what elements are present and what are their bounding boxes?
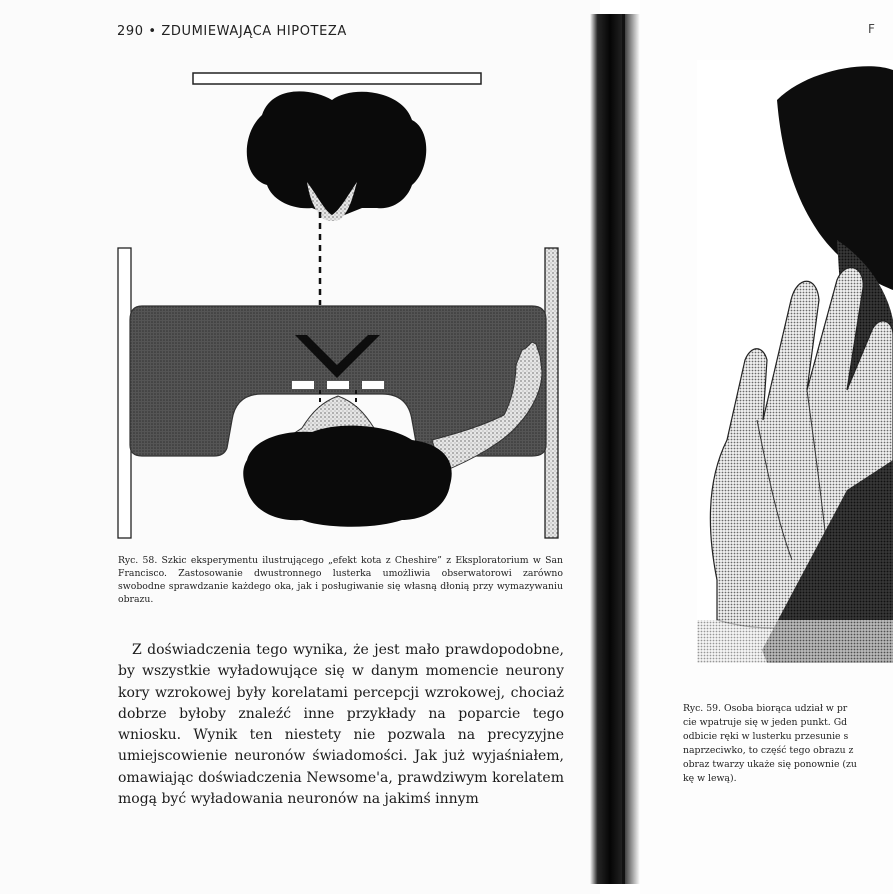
figure-59-photo: [697, 60, 893, 663]
figure-59-caption: Ryc. 59. Osoba biorąca udział w pr cie wpatruje się w jeden punkt. Gd odbicie ręki w lusterku przesunie s naprzeciwko, to część tego obrazu z obraz twarzy ukaże się ponownie (zu kę w lewą).: [683, 703, 857, 784]
right-running-head: F: [868, 22, 875, 36]
figure-58-diagram: [112, 60, 567, 545]
top-screen-bar: [193, 73, 481, 84]
eye-slot-center: [327, 381, 349, 389]
observer-head: [247, 91, 426, 221]
eye-slot-right: [362, 381, 384, 389]
left-side-panel: [118, 248, 131, 538]
running-head: 290 • ZDUMIEWAJĄCA HIPOTEZA: [117, 24, 347, 39]
figure-58-caption: Ryc. 58. Szkic eksperymentu ilustrującego „efekt kota z Cheshire” z Eksploratorium w San Francisco. Zastosowanie dwustronnego lusterka umożliwia obserwatorowi zarówno swobodne sprawdzanie każdego oka, jak i posługiwanie się własną dłonią przy wymazywaniu obrazu.: [118, 555, 563, 605]
spine-line: [622, 14, 625, 884]
right-side-panel: [545, 248, 558, 538]
book-gutter: [590, 14, 640, 884]
body-paragraph: Z doświadczenia tego wynika, że jest mało prawdopodobne, by wszystkie wyładowujące się w danym momencie neurony kory wzrokowej były korelatami percepcji wzrokowej, chociaż dobrze byłoby znaleźć inne przykłady na poparcie tego wniosku. Wynik ten niestety nie pozwala na precyzyjne umiejscowienie neuronów świadomości. Jak już wyjaśniałem, omawiając doświadczenia Newsome'a, prawdziwym korelatem mogą być wyładowania neuronów na jakimś innym: [118, 642, 564, 808]
eye-slot-left: [292, 381, 314, 389]
